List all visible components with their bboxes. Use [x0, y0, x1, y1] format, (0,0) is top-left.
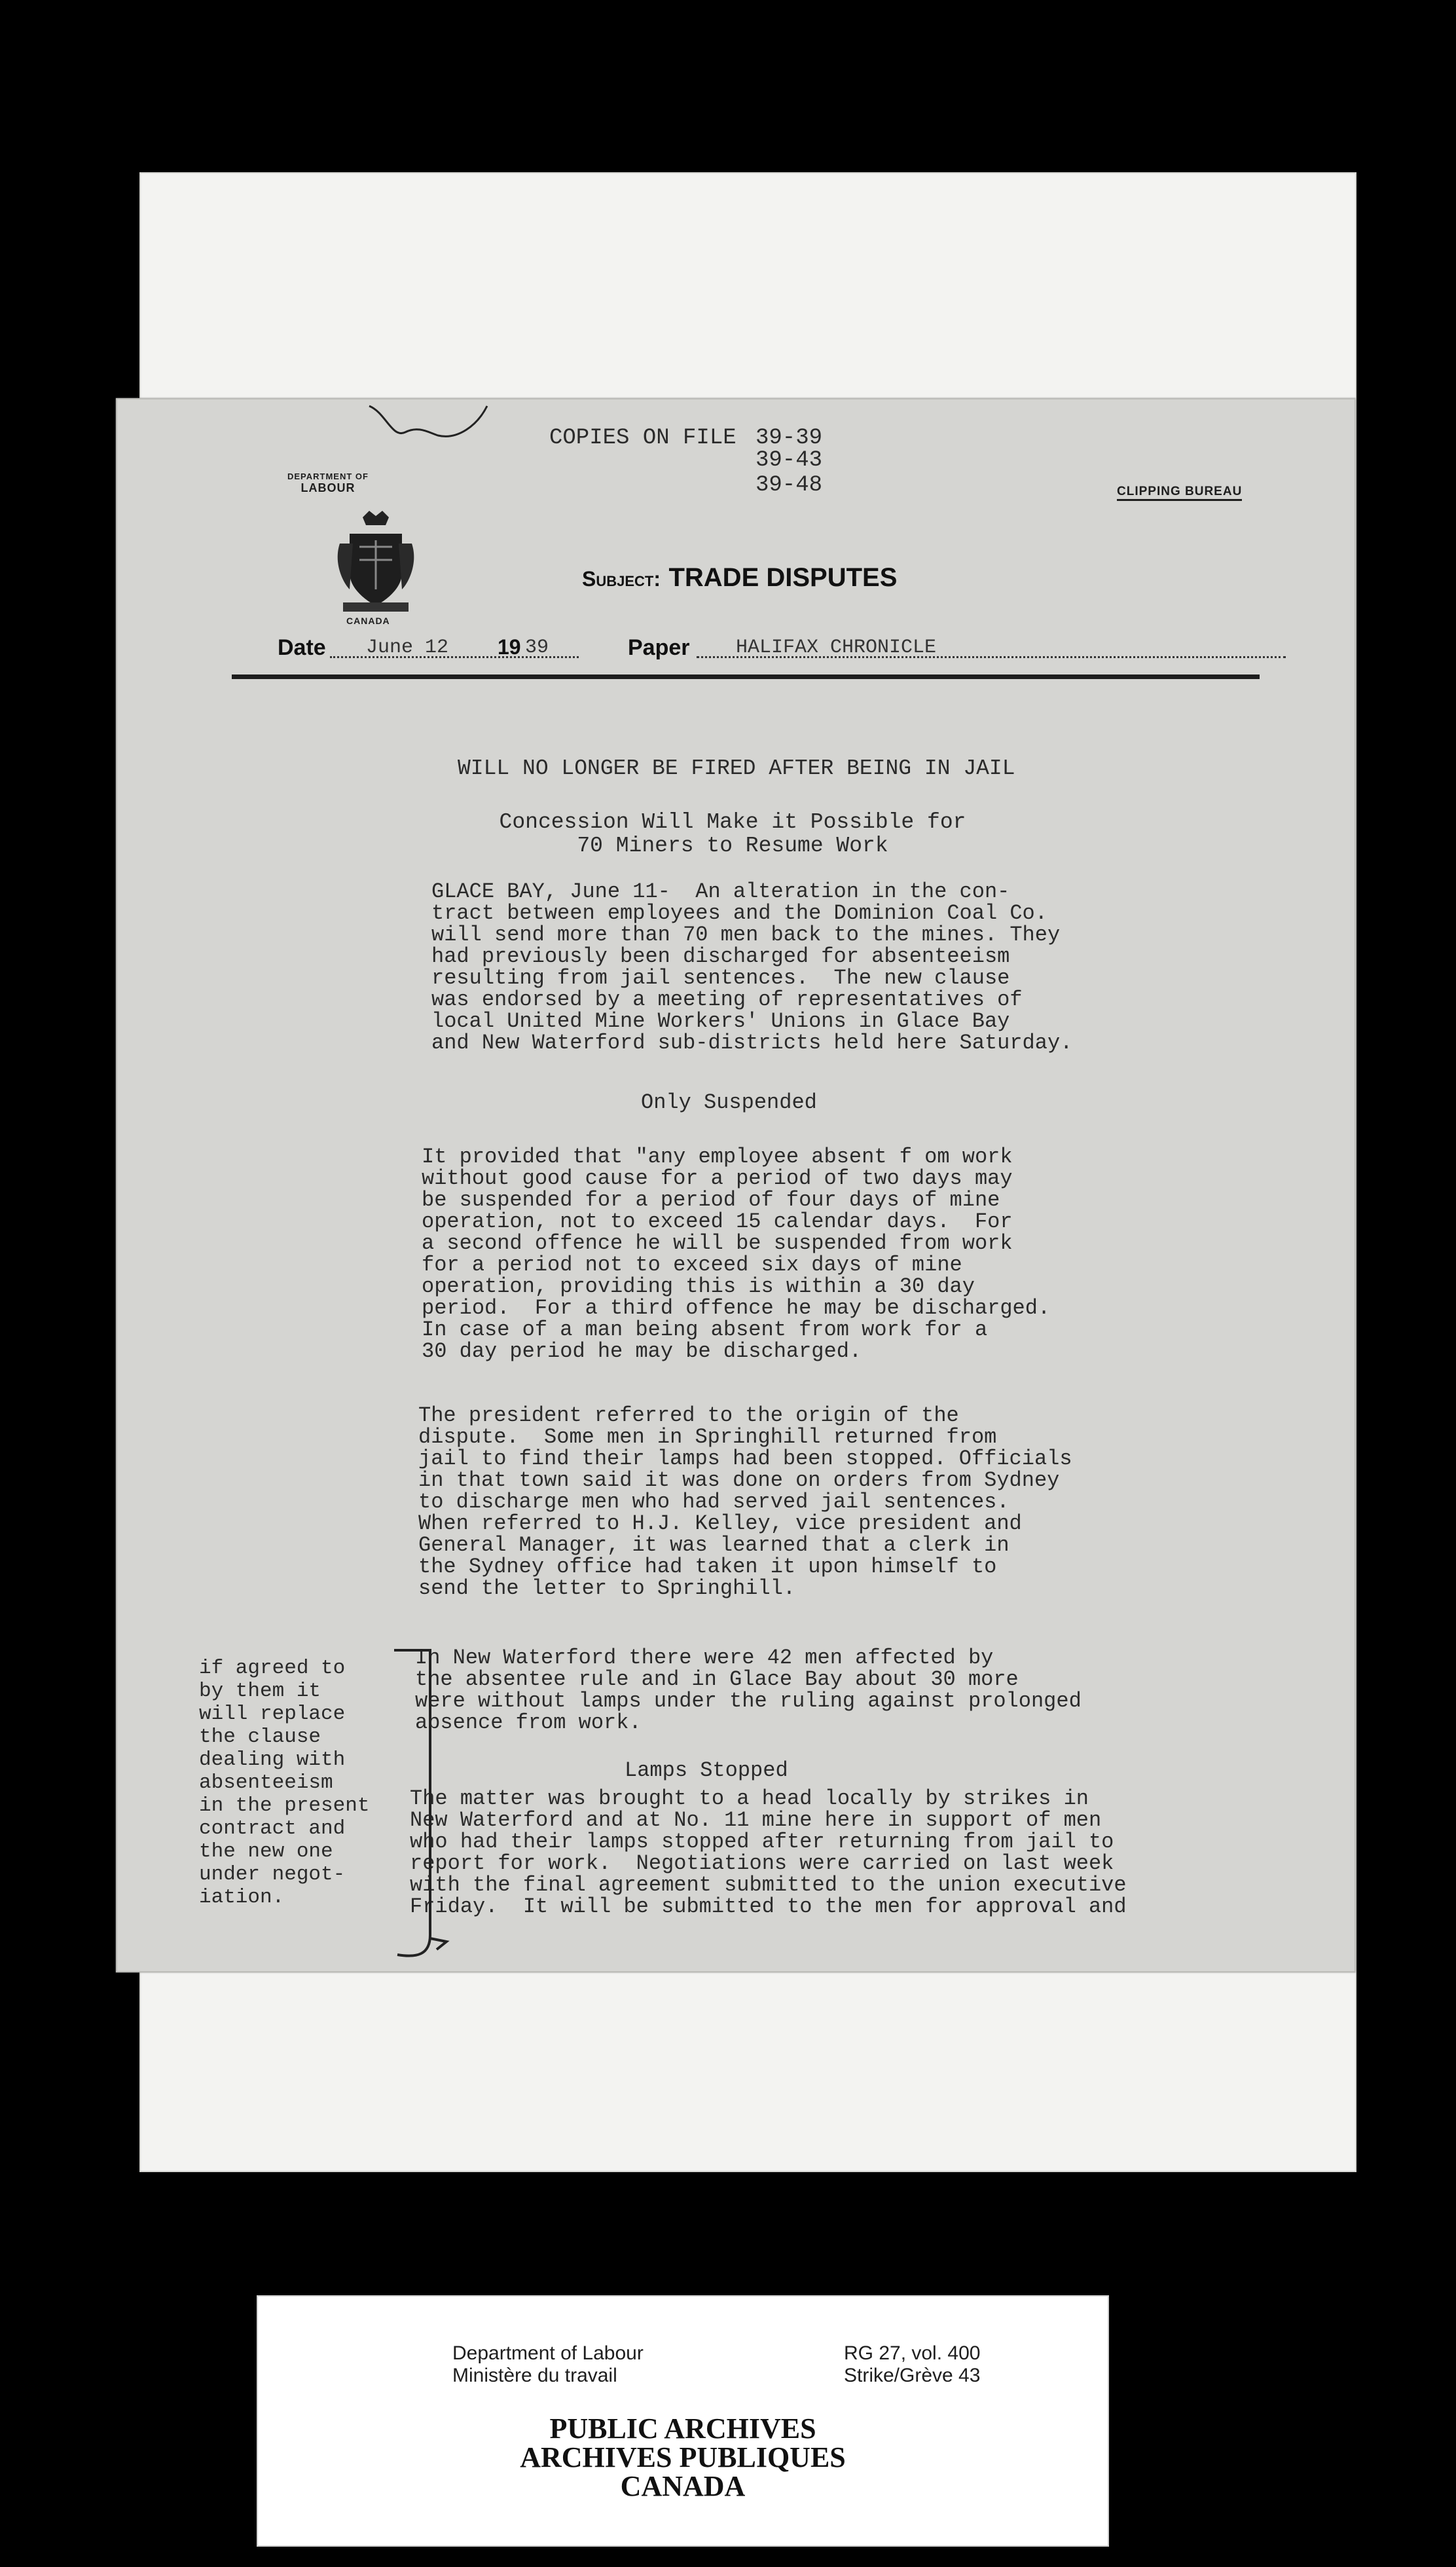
paper-label: Paper	[628, 635, 690, 660]
label-archives-title	[258, 2414, 1108, 2501]
year-value: 39	[525, 637, 549, 659]
country-label: CANADA	[346, 616, 390, 626]
paragraph: The matter was brought to a head locally by strikes in New Waterford and at No. 11 mine here in support of men who had their lamps stopped after returning from jail to report for work. Negotiations were carried on last week with the final agreement submitted to the union executive Friday. It will be submitted to the men for approval and	[410, 1786, 1127, 1919]
department-line2: LABOUR	[300, 481, 355, 494]
paragraph: In New Waterford there were 42 men affected by the absentee rule and in Glace Bay about 30 more were without lamps under the ruling against prolonged absence from work.	[415, 1646, 1082, 1735]
archives-publiques: ARCHIVES PUBLIQUES	[520, 2441, 846, 2473]
department-name	[287, 471, 369, 495]
handwritten-bracket	[391, 1647, 450, 1961]
paper-value: HALIFAX CHRONICLE	[736, 637, 937, 659]
date-paper-line	[278, 635, 1325, 668]
subject-value: TRADE DISPUTES	[668, 563, 898, 592]
paragraph: The president referred to the origin of the dispute. Some men in Springhill returned from jail to find their lamps had been stopped. Officials in that town said it was done on orders from Sydney to discharge men who had served jail sentences. When referred to H.J. Kelley, vice president and General Manager, it was learned that a clerk in the Sydney office had taken it upon himself to send the letter to Springhill.	[418, 1403, 1072, 1600]
clipping-sheet	[116, 398, 1356, 1972]
paragraph: GLACE BAY, June 11- An alteration in the con- tract between employees and the Dominion Coal Co. will send more than 70 men back to the mines. They had previously been discharged for absenteeism resulting from jail sentences. The new clause was endorsed by a meeting of representatives of local United Mine Workers' Unions in Glace Bay and New Waterford sub-districts held here Saturday.	[431, 879, 1073, 1055]
archive-label	[257, 2295, 1109, 2547]
handwritten-scribble	[366, 399, 510, 504]
public-archives: PUBLIC ARCHIVES	[549, 2412, 816, 2445]
label-strike-number: Strike/Grève 43	[844, 2365, 981, 2386]
file-number: 39-48	[755, 473, 823, 498]
file-number: 39-39	[755, 426, 823, 451]
label-dept-en: Department of Labour	[452, 2342, 644, 2364]
subject-label: Subject:	[582, 567, 661, 591]
paragraph: It provided that "any employee absent f om work without good cause for a period of two days may be suspended for a period of four days of mine operation, not to exceed 15 calendar days. For a second offence he will be suspended from work for a period not to exceed six days of mine operation, providing this is within a 30 day period. For a third offence he may be discharged. In case of a man being absent from work for a 30 day period he may be discharged.	[422, 1145, 1051, 1363]
label-canada: CANADA	[620, 2470, 746, 2502]
label-reference	[844, 2342, 980, 2387]
subject-line	[582, 563, 897, 593]
label-department	[452, 2342, 644, 2387]
section-heading: Only Suspended	[641, 1090, 817, 1115]
year-prefix: 19	[498, 635, 521, 659]
label-dept-fr: Ministère du travail	[452, 2365, 617, 2386]
file-number: 39-43	[755, 448, 823, 473]
clipping-bureau: CLIPPING BUREAU	[1117, 485, 1242, 501]
subheadline: Concession Will Make it Possible for 70 Miners to Resume Work	[499, 810, 966, 858]
coat-of-arms-icon	[333, 504, 418, 616]
copies-label: COPIES ON FILE	[549, 426, 737, 451]
section-heading: Lamps Stopped	[625, 1758, 788, 1782]
copies-on-file	[549, 426, 822, 498]
department-line1: DEPARTMENT OF	[287, 471, 369, 481]
header-rule	[232, 674, 1260, 679]
label-rg-reference: RG 27, vol. 400	[844, 2342, 981, 2364]
headline: WILL NO LONGER BE FIRED AFTER BEING IN JAIL	[458, 756, 1015, 781]
date-value: June 12	[366, 637, 449, 659]
date-label: Date	[278, 635, 326, 660]
margin-note: if agreed to by them it will replace the clause dealing with absenteeism in the present contract and the new one under negot- iation.	[199, 1657, 370, 1909]
